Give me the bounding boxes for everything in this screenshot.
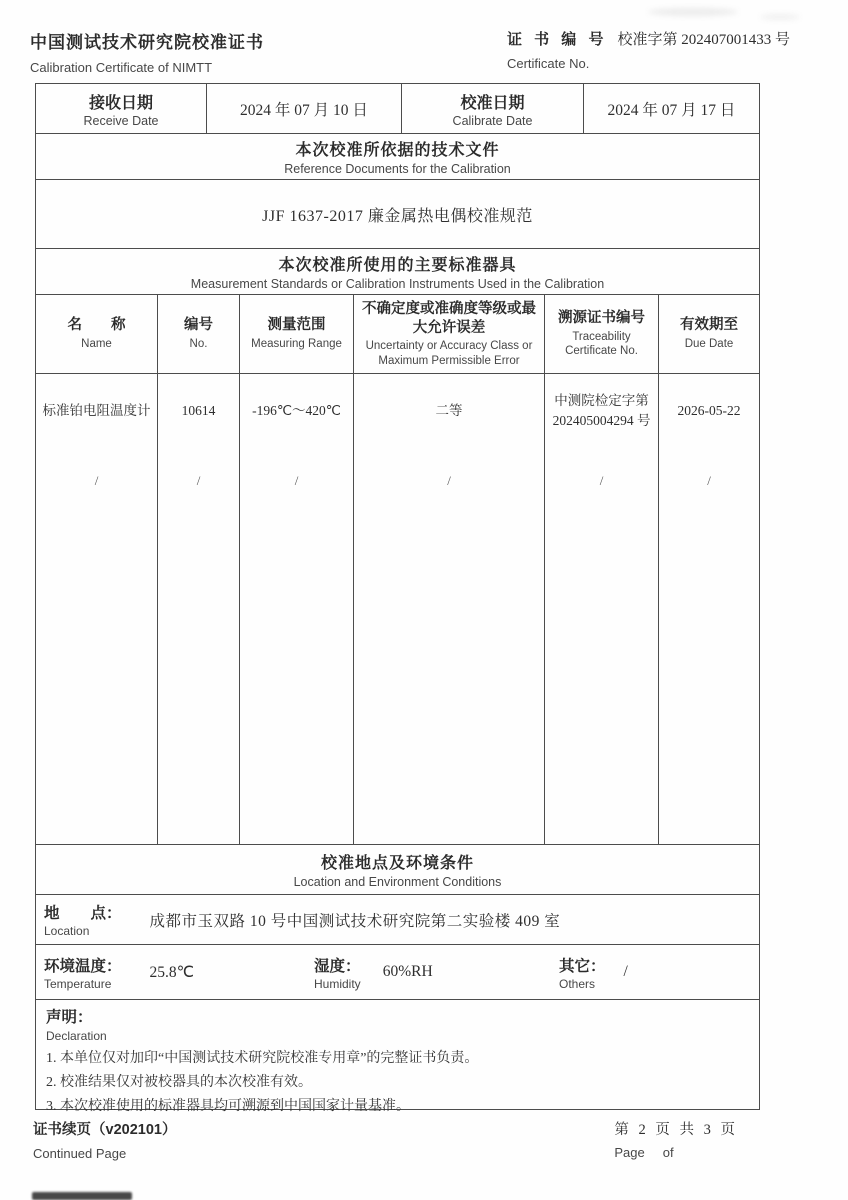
- scan-artifact-top-right: [648, 8, 738, 16]
- dates-row: [36, 84, 759, 133]
- location-label: 地 点：: [44, 905, 122, 922]
- certificate-table: [35, 83, 760, 1115]
- column-header-name-cn: 名 称: [67, 317, 126, 334]
- column-header-name-en: Name: [81, 338, 112, 351]
- location-row: [36, 894, 759, 944]
- reference-document: JJF 1637-2017 廉金属热电偶校准规范: [262, 207, 533, 225]
- column-header-uncertainty: [353, 295, 544, 373]
- standards-column-uncertainty: [353, 374, 544, 844]
- certificate-number-line: [507, 28, 790, 49]
- temperature-label-block: [36, 954, 122, 991]
- column-header-no-en: No.: [189, 338, 208, 351]
- standards-section-title-en: Measurement Standards or Calibration Instruments Used in the Calibration: [190, 277, 605, 291]
- column-header-traceability-cn: 溯源证书编号: [558, 310, 645, 327]
- environment-row: [36, 944, 759, 999]
- declaration-item-3: 3. 本次校准使用的标准器具均可溯源到中国国家计量基准。: [46, 1099, 410, 1115]
- location-label-block: [36, 901, 122, 938]
- location-section-title: 校准地点及环境条件: [320, 855, 474, 872]
- temperature-label: 环境温度：: [44, 957, 122, 975]
- receive-date-label-en: Receive Date: [83, 113, 159, 128]
- column-header-due: [658, 295, 759, 373]
- declaration-section: [36, 999, 759, 1115]
- standard-name-empty: /: [94, 473, 99, 488]
- of-word: of: [662, 1145, 674, 1160]
- calibrate-date-label-cell: [401, 84, 583, 133]
- temperature-group: [36, 954, 306, 991]
- standard-traceability: 中测院检定字第 202405004294 号: [552, 392, 651, 428]
- standard-no: 10614: [181, 402, 216, 418]
- column-header-traceability: [544, 295, 658, 373]
- others-label-en: Others: [559, 976, 596, 991]
- continued-page-label-en: Continued Page: [33, 1146, 127, 1161]
- column-header-due-en: Due Date: [684, 338, 734, 351]
- column-header-no: [157, 295, 239, 373]
- receive-date-label: 接收日期: [88, 94, 153, 112]
- column-header-range: [239, 295, 353, 373]
- column-header-uncertainty-en: Uncertainty or Accuracy Class or Maximum Permissible Error: [365, 340, 533, 367]
- humidity-label-block: [306, 954, 361, 991]
- standards-column-range: [239, 374, 353, 844]
- standards-column-name: [36, 374, 157, 844]
- header-title-block: [30, 28, 264, 75]
- page-number: 第 2 页 共 3 页: [614, 1122, 738, 1138]
- others-value: /: [623, 963, 628, 980]
- page-title-en: Calibration Certificate of NIMTT: [30, 60, 213, 75]
- humidity-label: 湿度：: [314, 957, 361, 975]
- document-header: [30, 28, 820, 80]
- location-section-header: [36, 844, 759, 894]
- footer-left: [33, 1118, 176, 1161]
- declaration-item-2: 2. 校准结果仅对被校器具的本次校准有效。: [46, 1075, 312, 1091]
- humidity-group: [306, 954, 551, 991]
- others-label-block: [551, 954, 606, 991]
- standards-column-traceability: [544, 374, 658, 844]
- document-footer: [33, 1118, 793, 1161]
- location-section-title-en: Location and Environment Conditions: [293, 875, 502, 889]
- temperature-value: 25.8℃: [149, 963, 195, 981]
- standards-section-header: [36, 248, 759, 294]
- scan-artifact-bottom-smudge: [32, 1192, 132, 1200]
- page-title: 中国测试技术研究院校准证书: [30, 33, 264, 52]
- column-header-range-en: Measuring Range: [251, 338, 342, 351]
- standard-no-empty: /: [196, 473, 201, 488]
- column-header-name: [36, 295, 157, 373]
- standard-traceability-empty: /: [599, 473, 604, 488]
- receive-date-value: 2024 年 07 月 10 日: [240, 101, 368, 119]
- standard-range-empty: /: [294, 473, 299, 488]
- declaration-title-en: Declaration: [46, 1029, 107, 1043]
- column-header-due-cn: 有效期至: [680, 317, 738, 334]
- standard-due: 2026-05-22: [677, 402, 741, 418]
- standards-section-title: 本次校准所使用的主要标准器具: [278, 257, 517, 274]
- scan-artifact-top-right-2: [760, 14, 800, 20]
- standard-range: -196℃～420℃: [252, 402, 341, 418]
- column-header-traceability-en: Traceability Certificate No.: [565, 331, 638, 358]
- standard-uncertainty-empty: /: [447, 473, 451, 488]
- calibrate-date-label: 校准日期: [460, 94, 525, 112]
- certificate-number-block: [507, 28, 790, 71]
- column-header-no-cn: 编号: [184, 317, 213, 334]
- standard-due-empty: /: [707, 473, 711, 488]
- reference-section-header: [36, 133, 759, 179]
- standards-column-no: [157, 374, 239, 844]
- others-label: 其它：: [559, 957, 606, 975]
- certificate-number-value: 校准字第 202407001433 号: [617, 32, 790, 48]
- standards-column-due: [658, 374, 759, 844]
- temperature-label-en: Temperature: [44, 976, 112, 991]
- column-header-range-cn: 测量范围: [267, 317, 326, 334]
- reference-section-title-en: Reference Documents for the Calibration: [284, 162, 511, 176]
- declaration-items: [46, 1047, 478, 1119]
- reference-section-title: 本次校准所依据的技术文件: [295, 142, 500, 159]
- calibrate-date-value: 2024 年 07 月 17 日: [607, 101, 736, 119]
- continued-page-label: 证书续页（v202101）: [33, 1122, 177, 1138]
- certificate-number-label-en: Certificate No.: [506, 56, 590, 71]
- receive-date-value-cell: [206, 84, 401, 133]
- receive-date-label-cell: [36, 84, 206, 133]
- page-number-en: [614, 1145, 738, 1160]
- declaration-item-1: 1. 本单位仅对加印“中国测试技术研究院校准专用章”的完整证书负责。: [46, 1051, 479, 1066]
- location-label-en: Location: [44, 924, 90, 938]
- standard-uncertainty: 二等: [435, 402, 463, 418]
- footer-page-indicator: [614, 1118, 738, 1160]
- standards-table-body: [36, 373, 759, 844]
- column-header-uncertainty-cn: 不确定度或准确度等级或最大允许误差: [362, 300, 536, 336]
- declaration-title: 声明：: [46, 1009, 93, 1026]
- others-group: [551, 954, 628, 991]
- certificate-number-label: 证 书 编 号: [506, 31, 608, 48]
- calibrate-date-label-en: Calibrate Date: [452, 113, 533, 128]
- page-word: Page: [614, 1145, 645, 1160]
- standards-table-header: [36, 294, 759, 373]
- standard-name: 标准铂电阻温度计: [42, 402, 151, 418]
- reference-content-row: [36, 179, 759, 248]
- calibrate-date-value-cell: [583, 84, 759, 133]
- humidity-value: 60%RH: [382, 963, 433, 980]
- location-value: 成都市玉双路 10 号中国测试技术研究院第二实验楼 409 室: [149, 912, 561, 930]
- humidity-label-en: Humidity: [314, 976, 361, 991]
